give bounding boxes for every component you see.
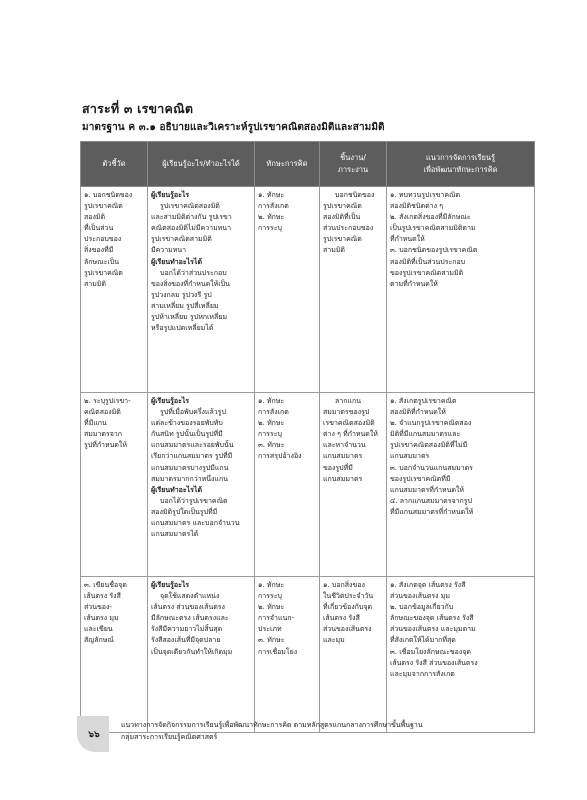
cell-line: แต่ละข้างของรอยพับทับ — [151, 419, 223, 428]
cell-line: ผู้เรียนรู้อะไร — [151, 191, 190, 199]
cell-line: แกนสมมาตรได้ — [151, 530, 199, 539]
cell-line: ๒. จำแนกรูปเรขาคณิตสอง — [390, 419, 472, 428]
page-footer — [77, 716, 531, 752]
cell-line: สองมิติที่เป็น — [323, 213, 361, 222]
cell-line: การระบุ — [258, 592, 282, 601]
cell-line: ผู้เรียนทำอะไรได้ — [151, 257, 202, 266]
cell-line: ของสิ่งของที่กำหนดให้เป็น — [151, 279, 230, 288]
cell-line: ๑. บอกสิ่งของ — [323, 581, 365, 589]
cell-line: สมมาตรจาก — [84, 430, 123, 439]
header-work — [320, 142, 387, 187]
learn-cell — [148, 187, 255, 393]
cell-line: รูปเรขาคณิต — [323, 202, 362, 211]
cell-line: มีความหนา — [151, 246, 187, 255]
cell-line: เส้นตรง รังสี ส่วนของเส้นตรง — [390, 658, 478, 667]
table-row — [81, 577, 535, 733]
table-header-row — [81, 142, 535, 187]
cell-line: การสังเกต — [258, 202, 289, 211]
learn-cell — [148, 577, 255, 733]
cell-line: รังสีมีความยาวไม่สิ้นสุด — [151, 625, 223, 634]
cell-line: แกนสมมาตร — [323, 474, 363, 483]
cell-line: ๓. บอกจำนวนแกนสมมาตร — [390, 463, 473, 472]
header-approach — [387, 142, 535, 187]
cell-line: ๑. บอกชนิดของ — [84, 191, 133, 199]
cell-line: ส่วนของเส้นตรง และมุมตาม — [390, 625, 476, 634]
cell-line: ลักษณะของจุด เส้นตรง รังสี — [390, 614, 474, 623]
cell-line: ๒. บอกข้อมูลเกี่ยวกับ — [390, 603, 454, 612]
cell-line: ที่มีแกน — [84, 419, 107, 428]
cell-line: จุดใช้แสดงตำแหน่ง — [160, 592, 220, 601]
cell-line: ๑. สังเกตรูปเรขาคณิต — [390, 397, 457, 405]
cell-line: สิ่งของที่มี — [84, 246, 114, 255]
cell-line: และสามมิติต่างกัน รูปเรขา — [151, 213, 232, 222]
cell-line: ที่กำหนดให้ — [390, 235, 425, 244]
cell-line: สองมิติที่เป็นส่วนประกอบ — [390, 257, 466, 266]
cell-line: สองมิติรูปใดเป็นรูปที่มี — [151, 507, 218, 516]
cell-line: ๓. ทักษะ — [258, 636, 285, 645]
cell-line: ๓. ทักษะ — [258, 441, 285, 450]
subject-title: สาระที่ ๓ เรขาคณิต — [82, 101, 194, 116]
cell-line: แกนสมมาตรบางรูปมีแกน — [151, 463, 229, 472]
cell-line: ๒. ทักษะ — [258, 419, 285, 428]
cell-line: เส้นตรง ส่วนของเส้นตรง — [151, 603, 225, 612]
cell-line: รูปห้าเหลี่ยม รูปหกเหลี่ยม — [151, 313, 228, 322]
cell-line: ส่วนของเส้นตรง — [323, 625, 372, 634]
indicator-cell — [81, 187, 148, 393]
cell-line: ผู้เรียนรู้อะไร — [151, 397, 190, 405]
cell-line: มิติที่มีแกนสมมาตรและ — [390, 430, 461, 439]
cell-line: สองมิติที่กำหนดให้ — [390, 408, 446, 417]
cell-line: เส้นตรง มุม — [84, 614, 119, 623]
cell-line: ที่มีแกนสมมาตรที่กำหนดให้ — [390, 507, 474, 516]
cell-line: บอกได้ว่ารูปเรขาคณิต — [160, 496, 228, 505]
learn-cell — [148, 393, 255, 577]
cell-line: แกนสมมาตร — [390, 452, 430, 461]
indicator-cell — [81, 577, 148, 733]
cell-line: รังสีสองเส้นที่มีจุดปลาย — [151, 636, 221, 645]
cell-line: ส่วนประกอบของ — [323, 224, 374, 233]
header-learn: ผู้เรียนรู้อะไร/ทำอะไรได้ — [148, 142, 255, 187]
cell-line: บอกชนิดของ — [335, 191, 375, 199]
cell-line: และมุม — [323, 636, 345, 645]
cell-line: ลักษณะเป็น — [84, 257, 120, 266]
cell-line: ที่เป็นส่วน — [84, 224, 114, 233]
cell-line: การระบุ — [258, 430, 282, 439]
work-cell — [320, 577, 387, 733]
cell-line: สองมิติ — [84, 213, 106, 222]
cell-line: รูปเรขาคณิต — [323, 235, 362, 244]
cell-line: ๒. สังเกตสิ่งของที่มีลักษณะ — [390, 213, 471, 222]
cell-line: แกนสมมาตร — [323, 452, 363, 461]
page-number: ๖๖ — [88, 730, 100, 740]
cell-line: ตามที่กำหนดให้ — [390, 279, 438, 288]
cell-line: ที่เกี่ยวข้องกับจุด — [323, 603, 373, 612]
cell-line: ๒. ทักษะ — [258, 603, 285, 612]
cell-line: ประเภท — [258, 625, 282, 634]
cell-line: ๑. ทักษะ — [258, 191, 285, 199]
approach-cell — [387, 577, 535, 733]
skill-cell — [255, 393, 320, 577]
approach-cell — [387, 187, 535, 393]
cell-line: รูปวงกลม รูปวงรี รูป — [151, 290, 212, 299]
cell-line: รูปเรขาคณิตสามมิติ — [151, 235, 212, 244]
cell-line: ส่วนของ- — [84, 603, 112, 612]
cell-line: สามมิติ — [323, 246, 345, 255]
cell-line: เรขาคณิตสองมิติ — [323, 419, 375, 428]
work-cell — [320, 187, 387, 393]
cell-line: แกนสมมาตรที่กำหนดให้ — [390, 485, 465, 494]
cell-line: แกนสมมาตร และบอกจำนวน — [151, 519, 240, 528]
cell-line: บอกได้ว่าส่วนประกอบ — [160, 268, 227, 277]
cell-line: สมมาตรมากกว่าหนึ่งแกน — [151, 474, 228, 483]
cell-line: การสรุปอ้างอิง — [258, 452, 302, 461]
cell-line: เส้นตรง รังสี — [84, 592, 121, 601]
cell-line: ของรูปเรขาคณิตที่มี — [390, 474, 451, 483]
cell-line: การเชื่อมโยง — [258, 647, 298, 656]
cell-line: ประกอบของ — [84, 235, 122, 244]
cell-line: การจำแนก- — [258, 614, 295, 623]
cell-line: มีลักษณะตรง เส้นตรงและ — [151, 614, 229, 623]
cell-line: รูปเรขาคณิตสองมิติที่ไม่มี — [390, 441, 468, 450]
header-indicator: ตัวชี้วัด — [81, 142, 148, 187]
cell-line: แกนสมมาตรและรอยพับนั้น — [151, 441, 234, 450]
work-cell — [320, 393, 387, 577]
cell-line: ผู้เรียนทำอะไรได้ — [151, 485, 202, 494]
cell-line: กันสนิท รูปนั้นเป็นรูปที่มี — [151, 430, 223, 439]
cell-line: ของรูปที่มี — [323, 463, 353, 472]
cell-line: ๒. ระบุรูปเรขา- — [84, 397, 131, 405]
cell-line: ๓. บอกชนิดของรูปเรขาคณิต — [390, 246, 478, 255]
header-approach-line: เพื่อพัฒนาทักษะการคิด — [423, 165, 498, 174]
cell-line: สมมาตรของรูป — [323, 408, 370, 417]
curriculum-table — [80, 141, 535, 733]
header-work-line: ภาระงาน — [337, 165, 369, 174]
cell-line: เรียกว่าแกนสมมาตร รูปที่มี — [151, 452, 233, 461]
cell-line: ในชีวิตประจำวัน — [323, 592, 374, 601]
cell-line: ๑. ทักษะ — [258, 581, 285, 589]
cell-line: ๒. ทักษะ — [258, 213, 285, 222]
table-row — [81, 393, 535, 577]
cell-line: สามมิติ — [84, 279, 106, 288]
cell-line: เป็นจุดเดียวกันทำให้เกิดมุม — [151, 647, 233, 656]
cell-line: ๑. ทบทวนรูปเรขาคณิต — [390, 191, 461, 199]
cell-line: รูปที่กำหนดให้ — [84, 441, 127, 450]
cell-line: ๓. เขียนชื่อจุด — [84, 581, 127, 589]
standard-heading: มาตรฐาน ค ๓.๑ อธิบายและวิเคราะห์รูปเรขาคณิตสองมิติและสามมิติ — [82, 122, 385, 133]
skill-cell — [255, 577, 320, 733]
cell-line: ส่วนของเส้นตรง มุม — [390, 592, 451, 601]
cell-line: รูปเรขาคณิต — [84, 268, 123, 277]
cell-line: และเขียน — [84, 625, 113, 634]
footer-book-title: แนวทางการจัดกิจกรรมการเรียนรู้เพื่อพัฒนาทักษะการคิด ตามหลักสูตรแกนกลางการศึกษาขั้นพื้นฐาน — [121, 721, 423, 729]
cell-line: ๑. สังเกตจุด เส้นตรง รังสี — [390, 581, 466, 589]
cell-line: เป็นรูปเรขาคณิตสามมิติตาม — [390, 224, 476, 233]
cell-line: และหาจำนวน — [323, 441, 366, 450]
cell-line: ๑. ทักษะ — [258, 397, 285, 405]
cell-line: ๔. ลากแกนสมมาตรจากรูป — [390, 496, 472, 505]
cell-line: ลากแกน — [335, 397, 361, 405]
cell-line: ๓. เชื่อมโยงลักษณะของจุด — [390, 647, 471, 656]
approach-cell — [387, 393, 535, 577]
cell-line: สามเหลี่ยม รูปสี่เหลี่ยม — [151, 301, 219, 310]
header-approach-line: แนวการจัดการเรียนรู้ — [425, 153, 496, 162]
indicator-cell — [81, 393, 148, 577]
cell-line: การระบุ — [258, 224, 282, 233]
table-row — [81, 187, 535, 393]
cell-line: รูปที่เมื่อพับครึ่งแล้วรูป — [160, 408, 226, 417]
cell-line: เส้นตรง รังสี — [323, 614, 360, 623]
cell-line: คณิตสองมิติไม่มีความหนา — [151, 224, 232, 233]
cell-line: รูปเรขาคณิตสองมิติ — [160, 202, 220, 211]
cell-line: ที่สังเกตให้ได้มากที่สุด — [390, 636, 456, 645]
cell-line: หรือรูปแปดเหลี่ยมได้ — [151, 324, 214, 333]
cell-line: สัญลักษณ์ — [84, 636, 114, 645]
header-skill: ทักษะการคิด — [255, 142, 320, 187]
cell-line: สองมิติชนิดต่าง ๆ — [390, 202, 444, 211]
header-work-line: ชิ้นงาน/ — [340, 153, 366, 162]
cell-line: ต่าง ๆ ที่กำหนดให้ — [323, 430, 378, 439]
cell-line: และมุมจากการสังเกต — [390, 669, 455, 678]
cell-line: รูปเรขาคณิต — [84, 202, 123, 211]
skill-cell — [255, 187, 320, 393]
footer-subject-group: กลุ่มสาระการเรียนรู้คณิตศาสตร์ — [121, 733, 218, 741]
cell-line: ผู้เรียนรู้อะไร — [151, 581, 190, 589]
cell-line: การสังเกต — [258, 408, 289, 417]
cell-line: คณิตสองมิติ — [84, 408, 121, 417]
cell-line: ของรูปเรขาคณิตสามมิติ — [390, 268, 464, 277]
